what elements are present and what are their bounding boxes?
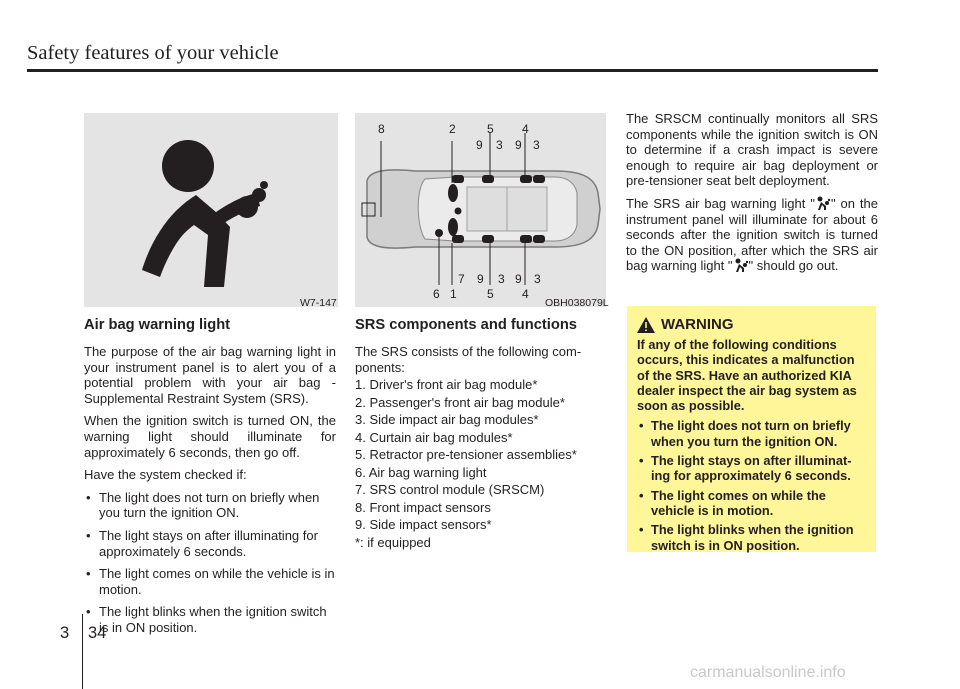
text-fragment: The SRS air bag warning light " xyxy=(626,195,815,211)
list-item: • The light comes on while the vehicle is in motion. xyxy=(84,566,336,597)
airbag-warning-icon xyxy=(84,113,338,307)
callout-label: 9 xyxy=(476,138,483,152)
list-item: 3. Side impact air bag modules* xyxy=(355,412,539,428)
paragraph: The purpose of the air bag warning light in your instrument panel is to alert you of a potential problem with your air bag - Supplemental Restraint System (SRS). xyxy=(84,344,336,406)
callout-label: 9 xyxy=(477,272,484,286)
callout-label: 7 xyxy=(458,272,465,286)
car-top-view xyxy=(355,113,606,307)
srs-layout-figure xyxy=(355,113,606,307)
callout-label: 3 xyxy=(534,272,541,286)
paragraph: When the ignition switch is turned ON, the warning light should illuminate for approximately 6 seconds, then go off. xyxy=(84,413,336,460)
callout-label: 2 xyxy=(449,122,456,136)
list-item: *: if equipped xyxy=(355,534,431,550)
component-list xyxy=(355,377,607,550)
callout-label: 9 xyxy=(515,138,522,152)
warning-list-item: • The light blinks when the ignition switch is in ON position. xyxy=(637,522,868,553)
warning-box xyxy=(627,306,876,552)
callout-label: 8 xyxy=(378,122,385,136)
list-item: 7. SRS control module (SRSCM) xyxy=(355,482,545,498)
warning-list-item: • The light comes on while the vehicle is in motion. xyxy=(637,488,868,519)
list-item: • The light blinks when the ignition switch is in ON position. xyxy=(84,604,336,635)
list-item: 6. Air bag warning light xyxy=(355,464,487,480)
list-item: 5. Retractor pre-tensioner assemblies* xyxy=(355,447,577,463)
callout-label: 4 xyxy=(522,122,529,136)
page-header-title: Safety features of your vehicle xyxy=(27,42,279,64)
page-number: 34 xyxy=(88,624,107,642)
section-heading: SRS components and functions xyxy=(355,317,577,333)
header-rule xyxy=(27,69,878,72)
warning-triangle-icon xyxy=(637,317,655,333)
callout-label: 3 xyxy=(533,138,540,152)
callout-label: 3 xyxy=(496,138,503,152)
airbag-indicator-icon xyxy=(815,196,831,211)
warning-intro: If any of the following conditions occurs, this indicates a malfunction of the SRS. Have an authorized KIA dealer inspect the air bag system as soon as possible. xyxy=(637,337,857,414)
figure2-caption: OBH038079L xyxy=(545,297,609,309)
callout-label: 5 xyxy=(487,287,494,301)
callout-label: 4 xyxy=(522,287,529,301)
list-item: 8. Front impact sensors xyxy=(355,499,491,515)
warning-list-item: • The light does not turn on briefly when you turn the ignition ON. xyxy=(637,418,868,449)
text-fragment: " should go out. xyxy=(748,258,839,274)
list-item: 2. Passenger's front air bag module* xyxy=(355,394,565,410)
paragraph: The SRS consists of the following com-ponents: xyxy=(355,344,582,375)
warning-title: WARNING xyxy=(661,316,734,333)
callout-label: 3 xyxy=(498,272,505,286)
paragraph: Have the system checked if: xyxy=(84,467,247,483)
figure1-caption: W7-147 xyxy=(300,297,337,309)
list-item: 4. Curtain air bag modules* xyxy=(355,429,513,445)
section-heading: Air bag warning light xyxy=(84,317,231,333)
callout-label: 9 xyxy=(515,272,522,286)
watermark: carmanualsonline.info xyxy=(690,664,846,681)
paragraph xyxy=(626,196,878,274)
callout-label: 6 xyxy=(433,287,440,301)
air-bag-warning-section xyxy=(84,317,336,643)
list-item: • The light does not turn on briefly when you turn the ignition ON. xyxy=(84,490,336,521)
paragraph: The SRSCM continually monitors all SRS components while the ignition switch is ON to determine if a crash impact is severe enough to require air bag deployment or pre-tensioner seat belt deployment. xyxy=(626,111,878,189)
chapter-number: 3 xyxy=(60,624,70,642)
airbag-warning-figure xyxy=(84,113,338,307)
warning-list-item: • The light stays on after illuminat-ing for approximately 6 seconds. xyxy=(637,453,868,484)
callout-label: 5 xyxy=(487,122,494,136)
warning-header xyxy=(637,316,868,333)
list-item: 9. Side impact sensors* xyxy=(355,517,492,533)
srscm-section xyxy=(626,111,878,281)
list-item: • The light stays on after illuminating for approximately 6 seconds. xyxy=(84,528,336,559)
text-fragment: " on the instrument panel will illuminate for about 6 seconds after the ignition switch is turned to the ON position, after which the SRS air bag warning light " xyxy=(626,195,878,274)
page-number-divider xyxy=(82,614,83,689)
callout-label: 1 xyxy=(450,287,457,301)
list-item: 1. Driver's front air bag module* xyxy=(355,377,538,393)
srs-components-section xyxy=(355,317,607,552)
airbag-indicator-icon xyxy=(733,258,749,273)
